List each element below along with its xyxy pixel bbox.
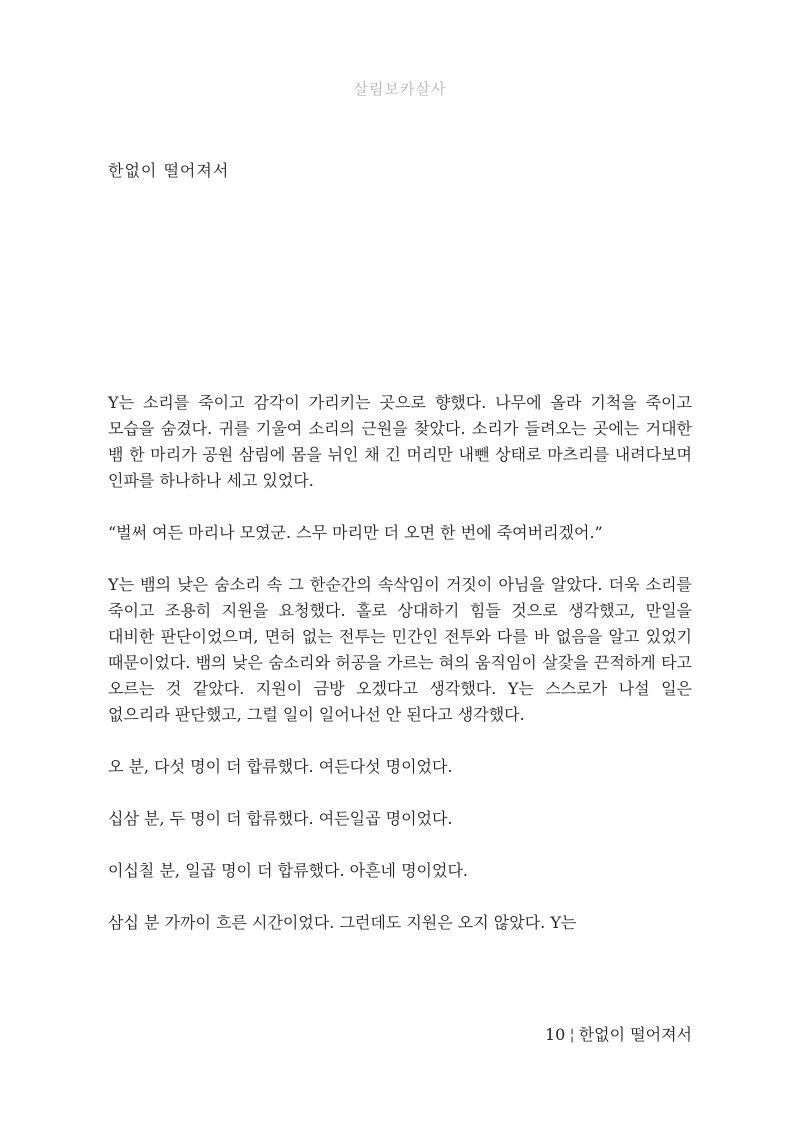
paragraph: 이십칠 분, 일곱 명이 더 합류했다. 아흔네 명이었다. (108, 861, 468, 880)
page-footer (545, 1022, 692, 1045)
body-text (108, 390, 692, 936)
paragraph: 삼십 분 가까이 흐른 시간이었다. 그런데도 지원은 오지 않았다. Y는 (108, 913, 577, 932)
paragraph: Y는 소리를 죽이고 감각이 가리키는 곳으로 향했다. 나무에 올라 기척을 죽이고 모습을 숨겼다. 귀를 기울여 소리의 근원을 찾았다. 소리가 들려오는 곳에는 거대한 뱀 한 마리가 공원 삼림에 몸을 뉘인 채 긴 머리만 내뺀 상태로 마츠리를 내려다보며 인파를 하나하나 세고 있었다. (108, 393, 692, 490)
paragraph: 십삼 분, 두 명이 더 합류했다. 여든일곱 명이었다. (108, 809, 453, 828)
chapter-title: 한없이 떨어져서 (108, 161, 230, 180)
paragraph: Y는 뱀의 낮은 숨소리 속 그 한순간의 속삭임이 거짓이 아님을 알았다. 더욱 소리를 죽이고 조용히 지원을 요청했다. 홀로 상대하기 힘들 것으로 생각했고, 만일을 대비한 판단이었으며, 면허 없는 전투는 민간인 전투와 다를 바 없음을 알고 있었기 때문이었다. 뱀의 낮은 숨소리와 허공을 가르는 혀의 움직임이 살갗을 끈적하게 타고 오르는 것 같았다. 지원이 금방 오겠다고 생각했다. Y는 스스로가 나설 일은 없으리라 판단했고, 그럴 일이 일어나선 안 된다고 생각했다. (108, 575, 692, 724)
page-number: 10 (544, 1025, 566, 1044)
paragraph: 오 분, 다섯 명이 더 합류했다. 여든다섯 명이었다. (108, 757, 453, 776)
running-header: 살림보카살사 (353, 80, 447, 98)
footer-separator: ¦ (569, 1025, 575, 1044)
footer-chapter-title: 한없이 떨어져서 (578, 1025, 692, 1044)
paragraph: “벌써 여든 마리나 모였군. 스무 마리만 더 오면 한 번에 죽여버리겠어.” (108, 523, 603, 542)
